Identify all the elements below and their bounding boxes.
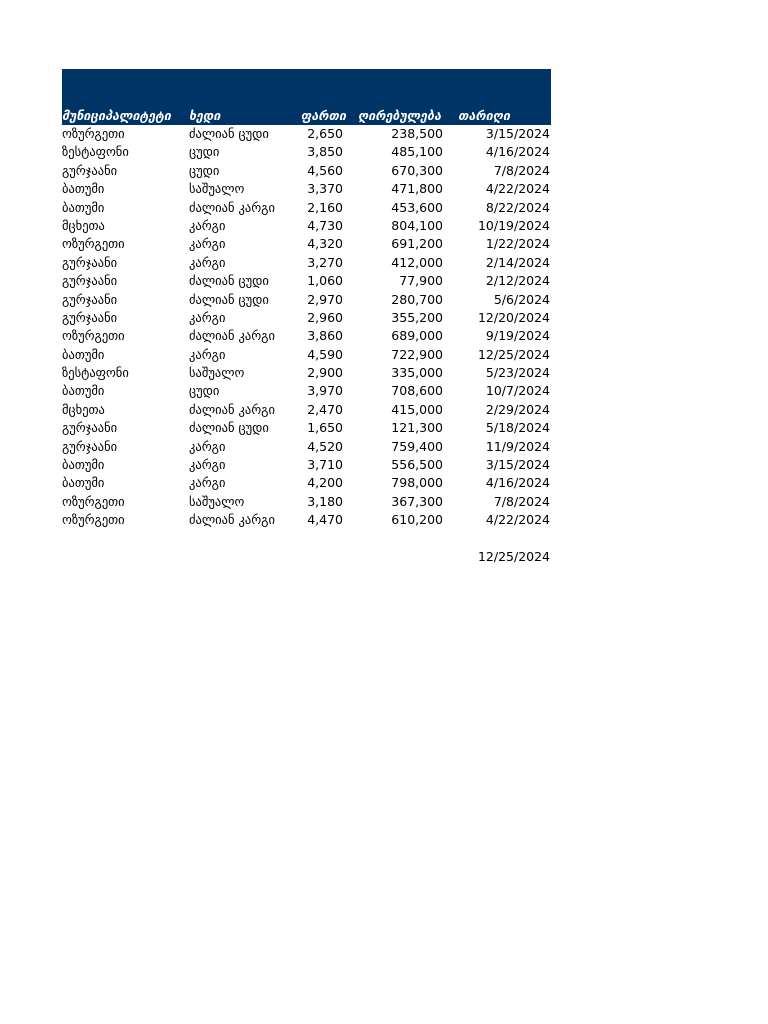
area-cell[interactable]: 1,650: [307, 420, 343, 436]
table-body: [62, 125, 551, 530]
area-cell[interactable]: 3,850: [307, 144, 343, 160]
date-cell[interactable]: 4/22/2024: [485, 512, 550, 528]
table-row: [62, 327, 551, 345]
municipality-cell[interactable]: ოზურგეთი: [62, 328, 125, 344]
municipality-cell[interactable]: ბათუმი: [62, 383, 105, 399]
date-cell[interactable]: 3/15/2024: [485, 457, 550, 473]
date-cell[interactable]: 2/29/2024: [485, 401, 550, 417]
table-row: [62, 125, 551, 143]
date-cell[interactable]: 10/7/2024: [485, 383, 550, 399]
table-row: [62, 438, 551, 456]
header-value[interactable]: ღირებულება: [358, 108, 441, 123]
municipality-cell[interactable]: გურჯაანი: [62, 273, 118, 289]
view-cell[interactable]: კარგი: [189, 438, 226, 454]
value-cell[interactable]: 804,100: [391, 217, 443, 233]
value-cell[interactable]: 670,300: [391, 162, 443, 178]
value-cell[interactable]: 238,500: [391, 126, 443, 141]
date-cell[interactable]: 5/6/2024: [493, 291, 550, 307]
value-cell[interactable]: 759,400: [391, 438, 443, 454]
date-cell[interactable]: 5/23/2024: [485, 365, 550, 381]
date-cell[interactable]: 4/22/2024: [485, 181, 550, 197]
municipality-cell[interactable]: გურჯაანი: [62, 291, 118, 307]
value-cell[interactable]: 485,100: [391, 144, 443, 160]
date-cell[interactable]: 7/8/2024: [493, 162, 550, 178]
municipality-cell[interactable]: გურჯაანი: [62, 420, 118, 436]
view-cell[interactable]: ძალიან კარგი: [189, 199, 275, 215]
view-cell[interactable]: ძალიან კარგი: [189, 512, 275, 528]
table-row: [62, 419, 551, 437]
table-row: [62, 254, 551, 272]
area-cell[interactable]: 2,970: [307, 291, 343, 307]
table-row: [62, 235, 551, 253]
municipality-cell[interactable]: ბათუმი: [62, 181, 105, 197]
value-cell[interactable]: 722,900: [391, 346, 443, 362]
municipality-cell[interactable]: გურჯაანი: [62, 438, 118, 454]
value-cell[interactable]: 121,300: [391, 420, 443, 436]
area-cell[interactable]: 2,960: [307, 309, 343, 325]
view-cell[interactable]: კარგი: [189, 217, 226, 233]
view-cell[interactable]: ძალიან კარგი: [189, 328, 275, 344]
date-cell[interactable]: 1/22/2024: [485, 236, 550, 252]
value-cell[interactable]: 415,000: [391, 401, 443, 417]
value-cell[interactable]: 691,200: [391, 236, 443, 252]
table-row: [62, 474, 551, 492]
view-cell[interactable]: ძალიან ცუდი: [189, 291, 269, 307]
view-cell[interactable]: ძალიან კარგი: [189, 401, 275, 417]
table-row: [62, 143, 551, 161]
area-cell[interactable]: 3,710: [307, 457, 343, 473]
value-cell[interactable]: 77,900: [399, 273, 443, 289]
table-row: [62, 493, 551, 511]
date-cell[interactable]: 2/12/2024: [485, 273, 550, 289]
municipality-cell[interactable]: ოზურგეთი: [62, 236, 125, 252]
table-row: [62, 272, 551, 290]
view-cell[interactable]: კარგი: [189, 309, 226, 325]
date-cell[interactable]: 11/9/2024: [485, 438, 550, 454]
area-cell[interactable]: 4,320: [307, 236, 343, 252]
municipality-cell[interactable]: ბათუმი: [62, 199, 105, 215]
date-cell[interactable]: 8/22/2024: [485, 199, 550, 215]
date-cell[interactable]: 5/18/2024: [485, 420, 550, 436]
municipality-cell[interactable]: ბათუმი: [62, 457, 105, 473]
value-cell[interactable]: 355,200: [391, 309, 443, 325]
municipality-cell[interactable]: გურჯაანი: [62, 309, 118, 325]
area-cell[interactable]: 3,270: [307, 254, 343, 270]
data-table: [62, 69, 551, 530]
value-cell[interactable]: 453,600: [391, 199, 443, 215]
table-row: [62, 511, 551, 529]
municipality-cell[interactable]: გურჯაანი: [62, 162, 118, 178]
table-row: [62, 456, 551, 474]
value-cell[interactable]: 556,500: [391, 457, 443, 473]
table-row: [62, 199, 551, 217]
table-row: [62, 382, 551, 400]
value-cell[interactable]: 471,800: [391, 181, 443, 197]
area-cell[interactable]: 3,370: [307, 181, 343, 197]
table-row: [62, 180, 551, 198]
view-cell[interactable]: ძალიან ცუდი: [189, 273, 269, 289]
value-cell[interactable]: 708,600: [391, 383, 443, 399]
table-row: [62, 309, 551, 327]
value-cell[interactable]: 367,300: [391, 493, 443, 509]
view-cell[interactable]: კარგი: [189, 236, 226, 252]
table-row: [62, 364, 551, 382]
view-cell[interactable]: ძალიან ცუდი: [189, 126, 269, 141]
date-cell[interactable]: 4/16/2024: [485, 475, 550, 491]
table-row: [62, 401, 551, 419]
table-row: [62, 346, 551, 364]
header-area[interactable]: ფართი: [300, 108, 346, 123]
area-cell[interactable]: 4,200: [307, 475, 343, 491]
table-header: [62, 69, 551, 125]
municipality-cell[interactable]: მცხეთა: [62, 217, 105, 233]
date-cell[interactable]: 10/19/2024: [477, 217, 550, 233]
value-cell[interactable]: 610,200: [391, 512, 443, 528]
area-cell[interactable]: 4,520: [307, 438, 343, 454]
municipality-cell[interactable]: გურჯაანი: [62, 254, 118, 270]
date-cell[interactable]: 4/16/2024: [485, 144, 550, 160]
area-cell[interactable]: 2,650: [307, 126, 343, 141]
view-cell[interactable]: ძალიან ცუდი: [189, 420, 269, 436]
date-cell[interactable]: 12/20/2024: [477, 309, 550, 325]
header-view[interactable]: ხედი: [189, 108, 221, 123]
area-cell[interactable]: 2,900: [307, 365, 343, 381]
view-cell[interactable]: ცუდი: [189, 383, 220, 399]
value-cell[interactable]: 280,700: [391, 291, 443, 307]
view-cell[interactable]: საშუალო: [189, 365, 245, 381]
area-cell[interactable]: 1,060: [307, 273, 343, 289]
view-cell[interactable]: საშუალო: [189, 493, 245, 509]
table-row: [62, 162, 551, 180]
municipality-cell[interactable]: ოზურგეთი: [62, 126, 125, 141]
value-cell[interactable]: 335,000: [391, 365, 443, 381]
view-cell[interactable]: კარგი: [189, 475, 226, 491]
view-cell[interactable]: ცუდი: [189, 144, 220, 160]
area-cell[interactable]: 3,180: [307, 493, 343, 509]
municipality-cell[interactable]: ოზურგეთი: [62, 493, 125, 509]
area-cell[interactable]: 2,160: [307, 199, 343, 215]
footer-date-cell[interactable]: 12/25/2024: [477, 549, 550, 564]
value-cell[interactable]: 798,000: [391, 475, 443, 491]
area-cell[interactable]: 4,590: [307, 346, 343, 362]
value-cell[interactable]: 412,000: [391, 254, 443, 270]
municipality-cell[interactable]: ზესტაფონი: [62, 365, 129, 381]
date-cell[interactable]: 12/25/2024: [477, 346, 550, 362]
view-cell[interactable]: კარგი: [189, 254, 226, 270]
view-cell[interactable]: საშუალო: [189, 181, 245, 197]
value-cell[interactable]: 689,000: [391, 328, 443, 344]
area-cell[interactable]: 4,560: [307, 162, 343, 178]
municipality-cell[interactable]: ზესტაფონი: [62, 144, 129, 160]
view-cell[interactable]: კარგი: [189, 346, 226, 362]
date-cell[interactable]: 2/14/2024: [485, 254, 550, 270]
table-row: [62, 217, 551, 235]
date-cell[interactable]: 7/8/2024: [493, 493, 550, 509]
header-date[interactable]: თარიღი: [458, 108, 510, 123]
area-cell[interactable]: 2,470: [307, 401, 343, 417]
area-cell[interactable]: 3,970: [307, 383, 343, 399]
date-cell[interactable]: 3/15/2024: [485, 126, 550, 141]
footer-row: [62, 548, 551, 566]
table-row: [62, 291, 551, 309]
header-municipality[interactable]: მუნიციპალიტეტი: [62, 108, 171, 123]
municipality-cell[interactable]: ოზურგეთი: [62, 512, 125, 528]
municipality-cell[interactable]: ბათუმი: [62, 346, 105, 362]
area-cell[interactable]: 3,860: [307, 328, 343, 344]
area-cell[interactable]: 4,730: [307, 217, 343, 233]
municipality-cell[interactable]: ბათუმი: [62, 475, 105, 491]
date-cell[interactable]: 9/19/2024: [485, 328, 550, 344]
area-cell[interactable]: 4,470: [307, 512, 343, 528]
view-cell[interactable]: ცუდი: [189, 162, 220, 178]
view-cell[interactable]: კარგი: [189, 457, 226, 473]
municipality-cell[interactable]: მცხეთა: [62, 401, 105, 417]
